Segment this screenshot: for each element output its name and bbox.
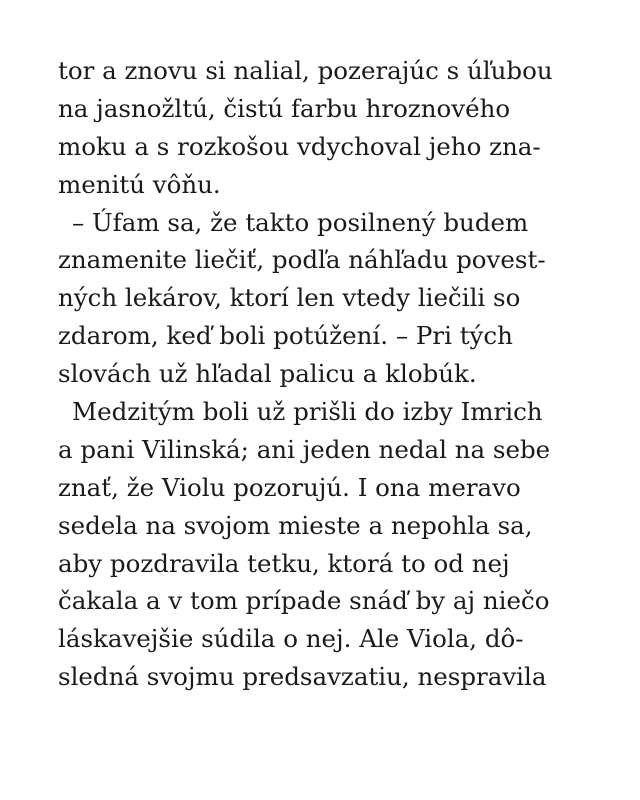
text-line: znať, že Violu pozorujú. I ona meravo [58,472,521,502]
text-line: menitú vôňu. [58,169,221,199]
text-line: – Úfam sa, že takto posilnený budem [72,207,529,237]
text-line: tor a znovu si nalial, pozerajúc s úľubou [58,56,553,85]
text-line: čakala a v tom prípade snáď by aj niečo [58,586,550,616]
text-line: moku a s rozkošou vdychoval jeho zna- [58,131,541,161]
text-line: sedela na svojom mieste a nepohla sa, [58,510,533,540]
text-line: Medzitým boli už prišli do izby Imrich [72,397,543,427]
text-line: znamenite liečiť, podľa náhľadu povest- [58,245,546,275]
text-line: a pani Vilinská; ani jeden nedal na sebe [58,434,551,464]
text-line: láskavejšie súdila o nej. Ale Viola, dô- [58,624,524,654]
book-page-text [58,52,568,696]
text-line: na jasnožltú, čistú farbu hroznového [58,93,511,123]
text-line: sledná svojmu predsavzatiu, nespravila [58,662,547,692]
text-line: zdarom, keď boli potúžení. – Pri tých [58,321,513,351]
text-line: aby pozdravila tetku, ktorá to od nej [58,548,510,578]
text-line: slovách už hľadal palicu a klobúk. [58,359,477,389]
text-line: ných lekárov, ktorí len vtedy liečili so [58,283,521,313]
